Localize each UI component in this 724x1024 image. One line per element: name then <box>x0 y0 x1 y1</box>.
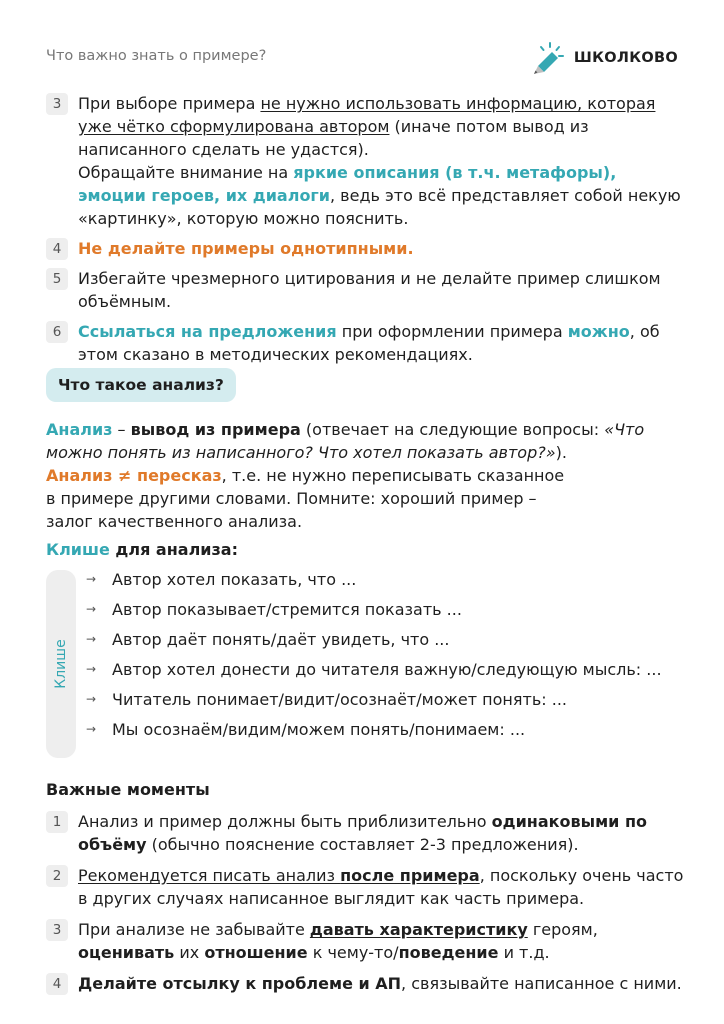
text-segment: и т.д. <box>498 943 550 962</box>
arrow-right-icon: → <box>86 692 97 706</box>
text-segment: Анализ <box>46 420 113 439</box>
numbered-item <box>46 918 686 964</box>
text-segment: (иначе потом вывод из написанного сделать не удастся). <box>78 117 589 159</box>
cliche-side-label: Клише <box>53 639 69 689</box>
text-segment: Избегайте чрезмерного цитирования и не делайте пример слишком объёмным. <box>78 269 661 311</box>
numbered-item <box>46 810 686 856</box>
arrow-right-icon: → <box>86 632 97 646</box>
item-number-badge: 1 <box>46 811 68 833</box>
text-segment: оценивать <box>78 943 175 962</box>
text-segment: поведение <box>398 943 499 962</box>
pencil-logo-icon <box>530 40 566 76</box>
item-text <box>78 864 686 910</box>
text-segment: , т.е. не нужно переписывать сказанное <box>221 466 565 485</box>
item-text <box>78 92 686 230</box>
text-segment: Обращайте внимание на <box>78 163 294 182</box>
item-number-badge: 2 <box>46 865 68 887</box>
important-heading: Важные моменты <box>46 780 210 799</box>
item-number-badge: 3 <box>46 93 68 115</box>
text-segment: , поскольку очень часто в других случаях написанное выглядит как часть примера. <box>78 866 684 908</box>
cliche-item <box>86 718 676 741</box>
text-segment: залог качественного анализа. <box>46 512 303 531</box>
item-number-badge: 5 <box>46 268 68 290</box>
item-text <box>78 267 686 313</box>
text-segment: можно <box>567 322 630 341</box>
item-text <box>78 320 686 366</box>
logo <box>530 38 678 78</box>
cliche-text: Автор хотел донести до читателя важную/следующую мысль: ... <box>112 660 662 679</box>
text-segment: , об этом сказано в методических рекомендациях. <box>78 322 660 364</box>
cliche-item <box>86 628 676 651</box>
cliche-text: Автор хотел показать, что ... <box>112 570 357 589</box>
cliche-item <box>86 658 676 681</box>
text-segment: давать характеристику <box>309 920 528 939</box>
cliche-item <box>86 568 676 591</box>
text-segment: Не делайте примеры однотипными. <box>78 239 414 258</box>
arrow-right-icon: → <box>86 602 97 616</box>
text-segment: При выборе примера <box>78 94 261 113</box>
text-segment: не нужно использовать информацию, которая уже чётко сформулирована автором <box>78 94 656 136</box>
logo-text: ШКОЛКОВО <box>573 50 678 66</box>
cliche-text: Автор показывает/стремится показать ... <box>112 600 462 619</box>
text-segment: одинаковыми по объёму <box>78 812 647 854</box>
item-text <box>78 810 686 856</box>
cliche-list <box>86 568 676 748</box>
item-text <box>78 972 682 995</box>
item-number-badge: 6 <box>46 321 68 343</box>
text-segment: после примера <box>340 866 480 885</box>
item-text <box>78 237 414 260</box>
arrow-right-icon: → <box>86 722 97 736</box>
text-segment: При анализе не забывайте <box>78 920 310 939</box>
text-segment: Клише <box>46 540 110 559</box>
arrow-right-icon: → <box>86 662 97 676</box>
text-segment: (обычно пояснение составляет 2-3 предложения). <box>146 835 579 854</box>
item-text <box>78 918 686 964</box>
text-segment: Анализ ≠ пересказ <box>46 466 222 485</box>
numbered-item <box>46 267 686 313</box>
text-segment: яркие описания (в т.ч. метафоры), эмоции героев, их диалоги <box>78 163 617 205</box>
cliche-text: Мы осознаём/видим/можем понять/понимаем: ... <box>112 720 526 739</box>
text-segment: , связывайте написанное с ними. <box>401 974 682 993</box>
text-segment: героям, <box>527 920 598 939</box>
example-tips-list <box>46 92 686 366</box>
text-segment: ). <box>555 443 567 462</box>
cliche-heading <box>46 538 686 561</box>
text-segment: их <box>174 943 205 962</box>
item-number-badge: 4 <box>46 238 68 260</box>
text-segment: «Что можно понять из написанного? Что хотел показать автор?» <box>46 420 645 462</box>
item-number-badge: 3 <box>46 919 68 941</box>
cliche-text: Автор даёт понять/даёт увидеть, что ... <box>112 630 450 649</box>
numbered-item <box>46 320 686 366</box>
text-segment: при оформлении примера <box>336 322 568 341</box>
text-segment: к чему-то/ <box>307 943 399 962</box>
cliche-item <box>86 598 676 621</box>
text-segment: в примере другими словами. Помните: хороший пример – <box>46 489 537 508</box>
text-segment: Рекомендуется писать анализ <box>78 866 341 885</box>
numbered-item <box>46 864 686 910</box>
cliche-item <box>86 688 676 711</box>
text-segment: вывод из примера <box>130 420 301 439</box>
arrow-right-icon: → <box>86 572 97 586</box>
cliche-side-tab <box>46 570 76 758</box>
text-segment: , ведь это всё представляет собой некую «картинку», которую можно пояснить. <box>78 186 681 228</box>
analysis-definition <box>46 418 686 533</box>
analysis-heading: Что такое анализ? <box>46 368 236 402</box>
numbered-item <box>46 92 686 230</box>
text-segment: отношение <box>204 943 308 962</box>
page-title: Что важно знать о примере? <box>46 48 267 64</box>
text-segment: (отвечает на следующие вопросы: <box>300 420 605 439</box>
text-segment: – <box>112 420 131 439</box>
text-segment: Ссылаться на предложения <box>78 322 337 341</box>
item-number-badge: 4 <box>46 973 68 995</box>
numbered-item <box>46 237 686 260</box>
numbered-item <box>46 972 686 995</box>
important-points-list <box>46 810 686 995</box>
text-segment: Делайте отсылку к проблеме и АП <box>78 974 402 993</box>
page-header <box>46 48 686 72</box>
text-segment: Анализ и пример должны быть приблизительно <box>78 812 492 831</box>
cliche-text: Читатель понимает/видит/осознаёт/может понять: ... <box>112 690 567 709</box>
text-segment: для анализа: <box>109 540 238 559</box>
